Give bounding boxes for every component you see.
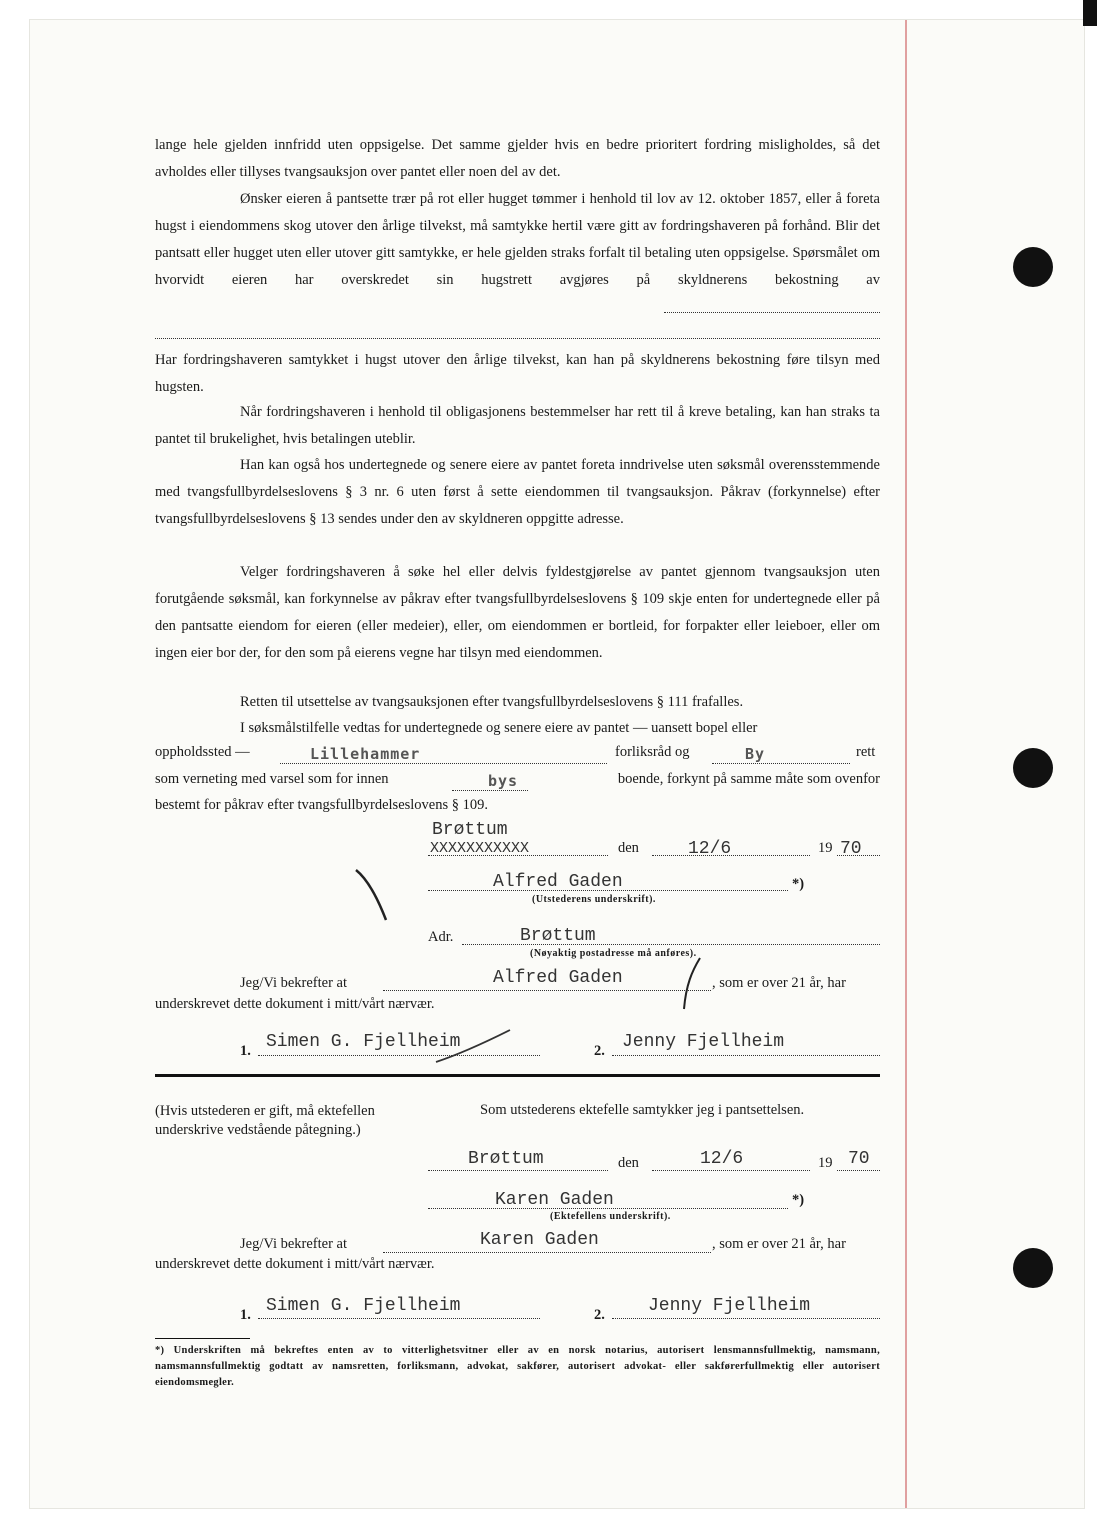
confirm-tail-1: , som er over 21 år, har [712,975,846,991]
den-label-1: den [618,840,639,856]
witness1-num-2: 1. [240,1307,251,1323]
confirm-name-2: Karen Gaden [480,1230,599,1250]
witness2-num-1: 2. [594,1043,605,1059]
punch-hole-bottom [1013,1248,1053,1288]
forliksrad-value: By [745,745,766,763]
hugst-dotted-line [664,312,880,313]
red-margin-line [905,20,907,1508]
witness1-2: Simen G. Fjellheim [266,1296,461,1316]
paragraph-5: Han kan også hos undertegnede og senere eiere av pantet foreta inndrivelse uten søksmål overensstemmende med tvangsfullbyrdelseslovens § 3 nr. 6 uten først å sette eiendommen til tvangsauksjon. Påkrav (forkynnelse) efter tvangsfullbyrdelseslovens § 13 sendes under den av skyldneren oppgitte adresse. [155,457,880,527]
oppholdssted-line [280,763,607,764]
adr-label: Adr. [428,929,454,945]
place-struck: XXXXXXXXXXX [430,840,530,857]
paragraph-8: I søksmålstilfelle vedtas for undertegnede og senere eiere av pantet — uansett bopel eller [240,720,758,736]
witness1-line-2 [258,1318,540,1319]
address-value: Brøttum [520,926,596,946]
confirm-label-1: Jeg/Vi bekrefter at [240,975,348,991]
forliksrad-line [712,763,850,764]
date-1: 12/6 [688,839,732,859]
witness2-2: Jenny Fjellheim [648,1296,811,1316]
place-line-2 [428,1170,608,1171]
spouse-note: (Hvis utstederen er gift, må ektefellen underskrive vedstående påtegning.) [155,1103,375,1138]
paragraph-2: Ønsker eieren å pantsette trær på rot eller hugget tømmer i henhold til lov av 12. oktober 1857, eller å foreta hugst i eiendommens skog utover den årlige tilvekst, må samtykke hertil være gitt av fordringshaveren på forhånd. Blir det pantsatt eller hugget uten eller utover gitt samtykke, er hele gjelden straks forfalt til betaling uten oppsigelse. Spørsmålet om hvorvidt eieren har overskredet sin hugstrett avgjøres på skyldnerens bekostning av [155,191,880,288]
confirm-name-1: Alfred Gaden [493,968,623,988]
pen-stroke-mark [352,866,392,926]
oppholdssted-value: Lillehammer [310,745,421,763]
date-line-2 [652,1170,810,1171]
verneting-value: bys [488,772,519,790]
paragraph-3: Har fordringshaveren samtykket i hugst utover den årlige tilvekst, kan han på skyldnerens bekostning føre tilsyn med hugsten. [155,352,880,395]
paragraph-1: lange hele gjelden innfridd uten oppsigelse. Det samme gjelder hvis en bedre prioritert fordring misligholdes, så det avholdes eller tillyses tvangsauksjon over pantet eller noen del av det. [155,137,880,180]
signer-2: Karen Gaden [495,1190,614,1210]
signer-caption-2: (Ektefellens underskrift). [550,1211,671,1222]
witness-pen-flourish [430,1026,520,1066]
boende-label: boende, forkynt på samme måte som ovenfor [617,771,880,787]
asterisk-2: *) [792,1192,805,1208]
verneting-label: som verneting med varsel som for innen [155,771,389,787]
punch-hole-top [1013,247,1053,287]
year-line-2 [837,1170,880,1171]
witness1-1: Simen G. Fjellheim [266,1032,461,1052]
year-suffix-1: 70 [840,839,862,859]
witness2-num-2: 2. [594,1307,605,1323]
place-typed: Brøttum [432,820,508,840]
confirm-line-2 [383,1252,711,1253]
confirm-line2-1: underskrevet dette dokument i mitt/vårt nærvær. [155,996,435,1012]
footnote-rule [155,1338,250,1339]
spouse-heading: Som utstederens ektefelle samtykker jeg i pantsettelsen. [480,1102,805,1118]
section-divider [155,1074,880,1077]
asterisk-1: *) [792,876,805,892]
year-suffix-2: 70 [848,1149,870,1169]
footnote: *) Underskriften må bekreftes enten av to vitterlighetsvitner eller av en norsk notarius, autorisert lensmannsfullmektig, namsmann, namsmannsfullmektig godtatt av namsretten, forliksmann, advokat, sakfører, autorisert advokat- eller sakførerfullmektig eller autorisert eiendomsmegler. [155,1345,880,1388]
signer-caption-1: (Utstederens underskrift). [532,894,656,905]
witness2-1: Jenny Fjellheim [622,1032,785,1052]
verneting-line [452,790,528,791]
confirm-line-1 [383,990,711,991]
witness2-line-2 [612,1318,880,1319]
address-caption: (Nøyaktig postadresse må anføres). [530,948,697,959]
confirm-line2-2: underskrevet dette dokument i mitt/vårt nærvær. [155,1256,435,1272]
witness1-num-1: 1. [240,1043,251,1059]
signer-1: Alfred Gaden [493,872,623,892]
place-line-1 [428,855,608,856]
bestemt-line: bestemt for påkrav efter tvangsfullbyrdelseslovens § 109. [155,797,489,813]
punch-hole-middle [1013,748,1053,788]
rett-label: rett [856,744,876,760]
year-prefix-1: 19 [818,840,833,856]
confirm-label-2: Jeg/Vi bekrefter at [240,1236,348,1252]
den-label-2: den [618,1155,639,1171]
witness2-line-1 [612,1055,880,1056]
confirm-tail-2: , som er over 21 år, har [712,1236,846,1252]
paragraph-4: Når fordringshaveren i henhold til obligasjonens bestemmelser har rett til å kreve betaling, kan han straks ta pantet til brukelighet, hvis betalingen uteblir. [155,404,880,447]
place-2: Brøttum [468,1149,544,1169]
forliksrad-label: forliksråd og [615,744,690,760]
paragraph-6: Velger fordringshaveren å søke hel eller delvis fyldestgjørelse av pantet gjennom tvangsauksjon uten forutgående søksmål, kan forkynnelse av påkrav efter tvangsfullbyrdelseslovens § 109 skje enten for undertegnede eller på den pantsatte eiendom for eieren (eller medeier), eller, om eiendommen er bortleid, for forpakter eller leieboer, eller om ingen eier bor der, for den som på eierens vegne har tilsyn med eiendommen. [155,564,880,661]
corner-mark [1083,0,1097,26]
date-2: 12/6 [700,1149,744,1169]
hugst-dotted-line-2 [155,338,880,339]
pen-stroke-check [678,955,708,1013]
oppholdssted-label: oppholdssted — [155,744,250,760]
paragraph-7: Retten til utsettelse av tvangsauksjonen efter tvangsfullbyrdelseslovens § 111 frafalles. [240,694,744,710]
year-prefix-2: 19 [818,1155,833,1171]
